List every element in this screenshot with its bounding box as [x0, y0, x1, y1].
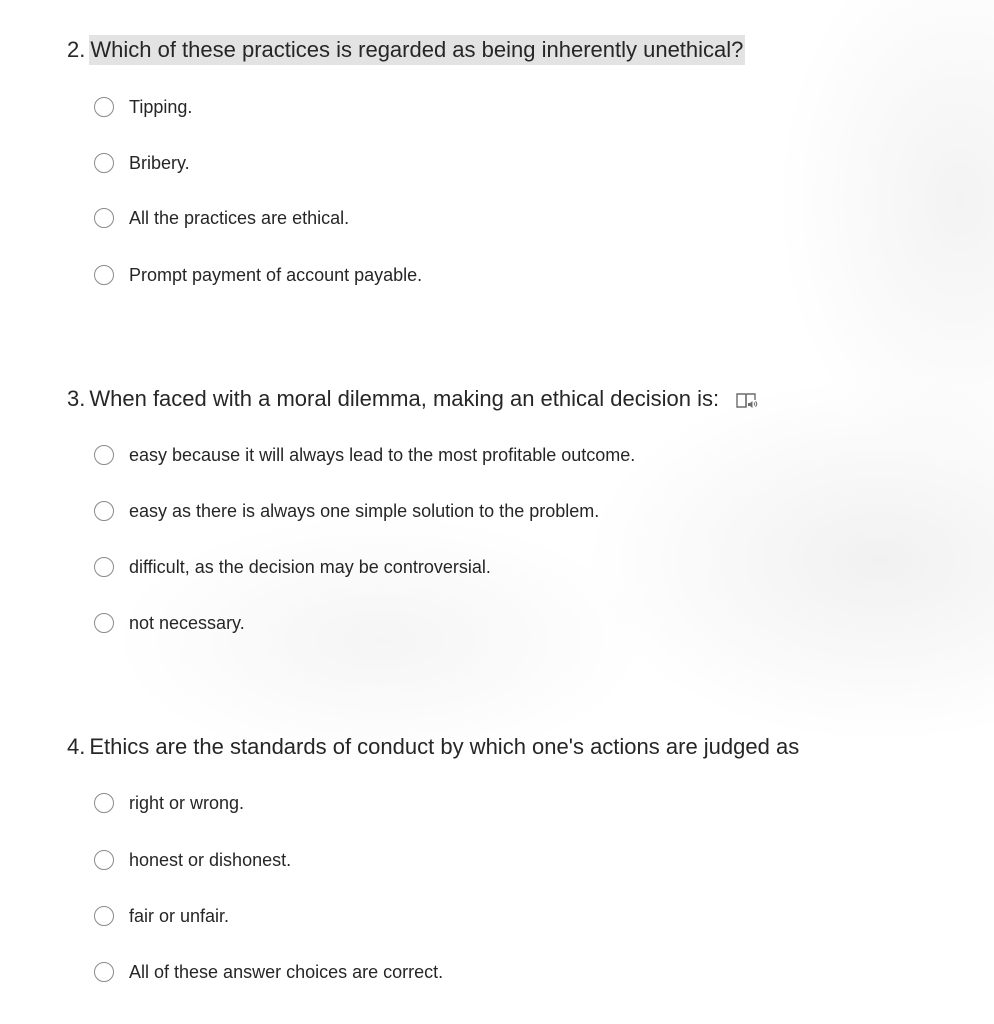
answer-option[interactable] — [94, 498, 599, 524]
answer-option[interactable] — [94, 790, 244, 816]
question-text: Ethics are the standards of conduct by which one's actions are judged as — [89, 734, 800, 759]
question-2 — [67, 35, 994, 285]
radio-button[interactable] — [94, 557, 114, 577]
immersive-reader-icon[interactable] — [735, 390, 759, 412]
radio-button[interactable] — [94, 153, 114, 173]
question-title — [67, 384, 994, 414]
radio-button[interactable] — [94, 793, 114, 813]
answer-label: All of these answer choices are correct. — [129, 961, 444, 982]
radio-button[interactable] — [94, 501, 114, 521]
answer-label: All the practices are ethical. — [129, 207, 350, 228]
answer-label: easy because it will always lead to the most profitable outcome. — [129, 444, 636, 465]
answer-option[interactable] — [94, 262, 422, 288]
answer-option[interactable] — [94, 150, 190, 176]
radio-button[interactable] — [94, 613, 114, 633]
answer-label: fair or unfair. — [129, 905, 230, 926]
question-number: 3. — [67, 386, 86, 411]
question-4 — [67, 732, 994, 982]
answer-label: easy as there is always one simple solution to the problem. — [129, 500, 600, 521]
radio-button[interactable] — [94, 265, 114, 285]
answer-option[interactable] — [94, 205, 349, 231]
answer-option[interactable] — [94, 554, 491, 580]
question-3 — [67, 384, 994, 633]
question-number: 2. — [67, 37, 86, 62]
question-text: When faced with a moral dilemma, making an ethical decision is: — [89, 386, 720, 411]
answer-label: right or wrong. — [129, 792, 245, 813]
answer-option[interactable] — [94, 959, 443, 985]
question-title — [67, 35, 994, 65]
answer-option[interactable] — [94, 903, 229, 929]
question-number: 4. — [67, 734, 86, 759]
answer-option[interactable] — [94, 94, 192, 120]
question-title — [67, 732, 994, 762]
answer-label: Prompt payment of account payable. — [129, 264, 423, 285]
answer-label: honest or dishonest. — [129, 849, 292, 870]
answer-option[interactable] — [94, 610, 245, 636]
radio-button[interactable] — [94, 906, 114, 926]
answer-label: Bribery. — [129, 152, 190, 173]
radio-button[interactable] — [94, 208, 114, 228]
answer-label: not necessary. — [129, 612, 245, 633]
radio-button[interactable] — [94, 445, 114, 465]
question-text: Which of these practices is regarded as being inherently unethical? — [89, 35, 745, 65]
answer-option[interactable] — [94, 442, 635, 468]
radio-button[interactable] — [94, 850, 114, 870]
answer-option[interactable] — [94, 847, 291, 873]
answer-label: difficult, as the decision may be controversial. — [129, 556, 491, 577]
answer-label: Tipping. — [129, 96, 193, 117]
radio-button[interactable] — [94, 962, 114, 982]
radio-button[interactable] — [94, 97, 114, 117]
